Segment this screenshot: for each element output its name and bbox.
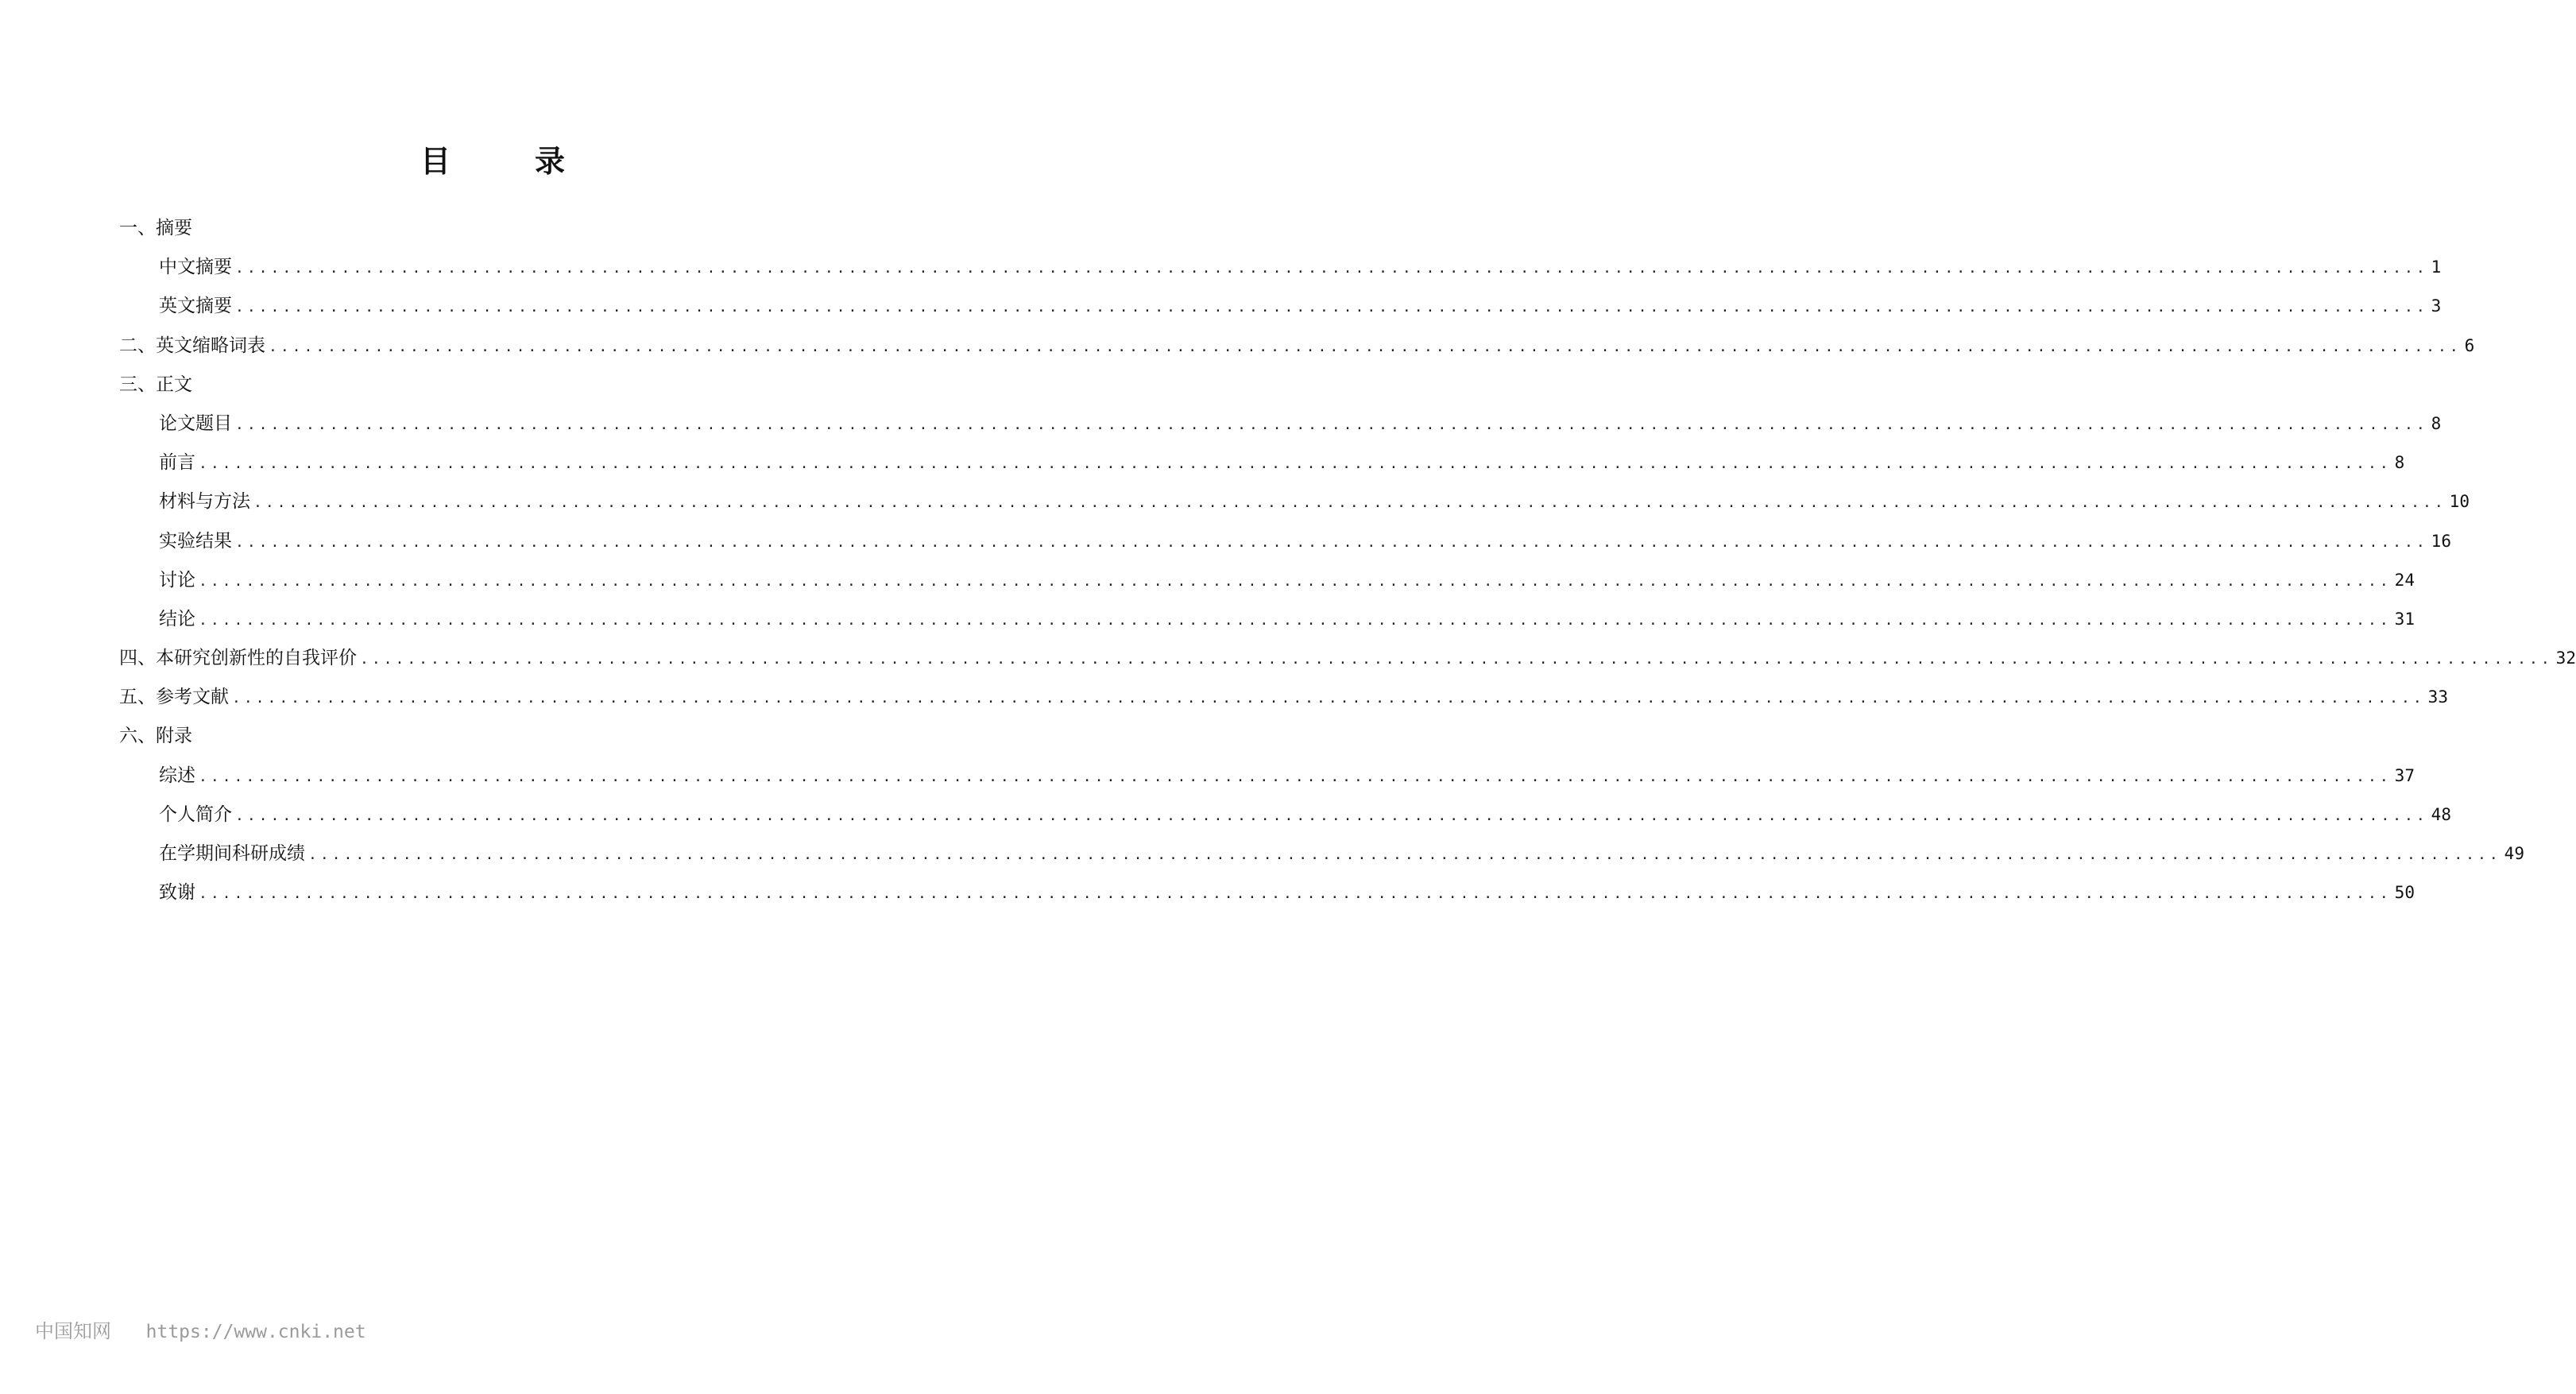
- toc-leader-dots: ..........................................................................................................................................................................................: [199, 572, 2392, 590]
- toc-entry-label: 英文摘要: [159, 296, 232, 317]
- toc-entry-review: [119, 757, 2415, 796]
- toc-leader-dots: ..........................................................................................................................................................................................: [253, 494, 2446, 512]
- toc-entry-preface: [119, 443, 2405, 482]
- toc-page-number: 8: [2431, 413, 2442, 433]
- toc-page-number: 48: [2431, 804, 2451, 824]
- toc-page-number: 31: [2394, 609, 2415, 629]
- toc-entry-label: 六、附录: [119, 726, 192, 747]
- toc-page-number: 33: [2427, 687, 2448, 707]
- toc-entry-innovation: [119, 639, 2576, 678]
- toc-leader-dots: ..........................................................................................................................................................................................: [235, 416, 2428, 433]
- toc-entry-label: 实验结果: [159, 530, 232, 552]
- toc-entry-methods: [119, 482, 2470, 521]
- toc-page-number: 49: [2504, 844, 2524, 863]
- toc-entry-chinese-abstract: [119, 248, 2442, 287]
- toc-leader-dots: ..........................................................................................................................................................................................: [269, 338, 2462, 355]
- toc-entry-abbreviations: [119, 327, 2475, 366]
- toc-entry-acknowledgements: [119, 873, 2415, 912]
- toc-leader-dots: ..........................................................................................................................................................................................: [360, 651, 2553, 668]
- toc-entry-label: 一、摘要: [119, 218, 192, 238]
- toc-entry-label: 致谢: [159, 882, 195, 904]
- toc-entry-label: 论文题目: [159, 412, 232, 434]
- toc-entry-label: 五、参考文献: [119, 687, 229, 708]
- toc-page-number: 37: [2394, 765, 2415, 785]
- toc-page-number: 1: [2431, 258, 2442, 277]
- toc-entry-label: 综述: [159, 765, 195, 786]
- toc-entry-label: 结论: [159, 608, 195, 629]
- toc-leader-dots: ..........................................................................................................................................................................................: [235, 533, 2428, 551]
- toc-leader-dots: ..........................................................................................................................................................................................: [235, 807, 2428, 824]
- footer-site-url: https://www.cnki.net: [145, 1322, 366, 1342]
- toc-entry-english-abstract: [119, 287, 2442, 326]
- toc-entry-thesis-title: [119, 405, 2442, 443]
- toc-entry-abstract: [119, 209, 869, 248]
- toc-leader-dots: ..........................................................................................................................................................................................: [199, 611, 2392, 629]
- table-of-contents: [119, 209, 2576, 912]
- toc-entry-biography: [119, 796, 2451, 834]
- toc-entry-conclusion: [119, 600, 2415, 639]
- toc-leader-dots: ..........................................................................................................................................................................................: [199, 455, 2392, 473]
- toc-entry-appendix: [119, 717, 869, 756]
- toc-entry-label: 四、本研究创新性的自我评价: [119, 648, 357, 669]
- toc-page-number: 32: [2555, 649, 2576, 668]
- toc-leader-dots: ..........................................................................................................................................................................................: [235, 299, 2428, 316]
- footer-site-name: 中国知网: [35, 1320, 111, 1342]
- toc-page-number: 16: [2431, 531, 2451, 551]
- toc-leader-dots: ..........................................................................................................................................................................................: [308, 846, 2501, 863]
- toc-entry-label: 讨论: [159, 569, 195, 591]
- footer-watermark: [35, 1315, 366, 1343]
- toc-entry-label: 前言: [159, 452, 195, 474]
- toc-page-number: 8: [2394, 453, 2405, 473]
- toc-entry-results: [119, 522, 2451, 561]
- toc-entry-label: 在学期间科研成绩: [159, 843, 305, 864]
- toc-entry-label: 材料与方法: [159, 491, 250, 513]
- toc-entry-label: 中文摘要: [159, 257, 232, 278]
- toc-page-number: 24: [2394, 570, 2415, 590]
- toc-entry-research-achievements: [119, 834, 2524, 873]
- toc-leader-dots: ..........................................................................................................................................................................................: [235, 260, 2428, 277]
- toc-page-number: 3: [2431, 296, 2442, 316]
- page-title: 目 录: [420, 144, 592, 179]
- toc-entry-label: 个人简介: [159, 803, 232, 825]
- toc-leader-dots: ..........................................................................................................................................................................................: [199, 768, 2392, 785]
- toc-leader-dots: ..........................................................................................................................................................................................: [199, 885, 2392, 903]
- toc-page-number: 6: [2464, 335, 2475, 355]
- toc-entry-label: 二、英文缩略词表: [119, 335, 265, 356]
- toc-page-number: 50: [2394, 883, 2415, 903]
- toc-entry-label: 三、正文: [119, 374, 192, 395]
- toc-entry-main-text: [119, 366, 869, 405]
- toc-entry-discussion: [119, 561, 2415, 600]
- toc-page-number: 10: [2449, 492, 2470, 512]
- toc-entry-references: [119, 678, 2448, 717]
- toc-leader-dots: ..........................................................................................................................................................................................: [232, 690, 2425, 707]
